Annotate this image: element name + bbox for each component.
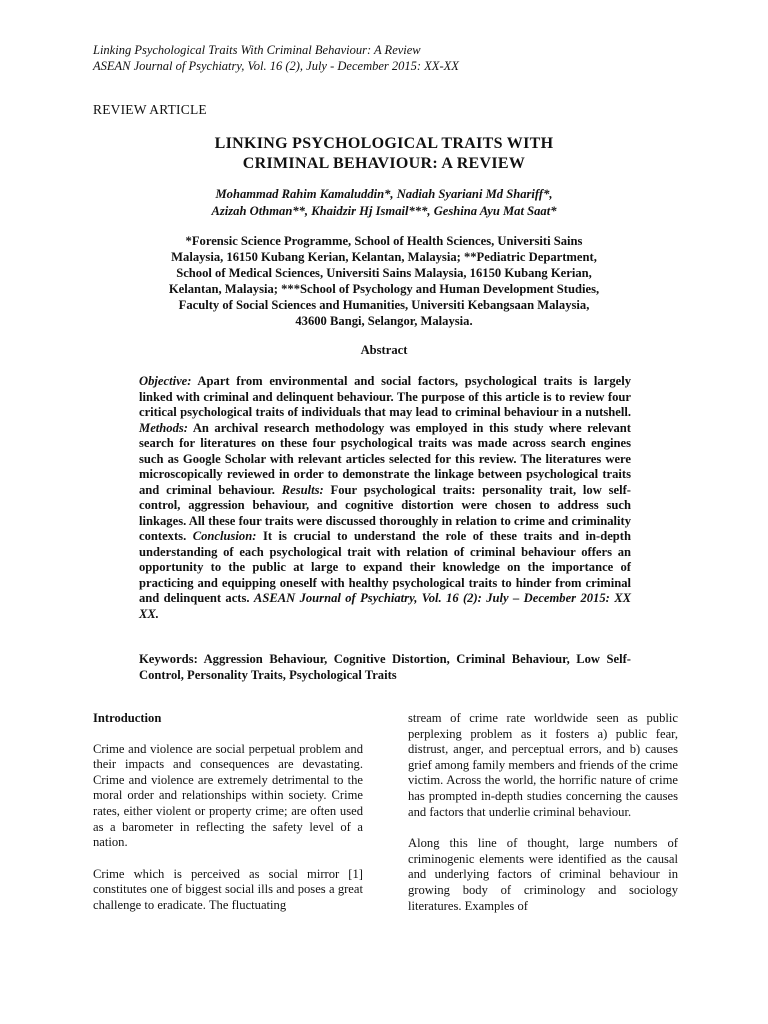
body-paragraph: stream of crime rate worldwide seen as public perplexing problem as it fosters a) public fear, distrust, anger, and perceptual errors, and b) causes grief among family members and friends of the crime victim. Across the world, the horrific nature of crime has prompted in-depth studies concerning the causes and factors that underlie criminal behaviour. xyxy=(408,711,678,819)
abstract-conclusion-label: Conclusion: xyxy=(192,529,257,543)
keywords-label: Keywords: xyxy=(139,652,198,666)
author-line-1: Mohammad Rahim Kamaluddin*, Nadiah Syariani Md Shariff*, xyxy=(215,187,553,201)
abstract-results-text: Four psychological traits: personality trait, low self-control, aggression behaviour, and cognitive distortion were chosen to address such linkages. All these four traits were discussed thoroughly in relation to crime and criminality contexts. xyxy=(139,482,631,543)
author-line-2: Azizah Othman**, Khaidzir Hj Ismail***, Geshina Ayu Mat Saat* xyxy=(211,204,557,218)
abstract-heading: Abstract xyxy=(360,343,408,357)
affiliation-line: 43600 Bangi, Selangor, Malaysia. xyxy=(295,314,473,328)
body-paragraph: Crime and violence are social perpetual problem and their impacts and consequences are devastating. Crime and violence are extremely detrimental to the moral order and relationships within society. Crime rates, either violent or property crime; are often used as a barometer in reflecting the safety level of a nation. xyxy=(93,741,363,850)
body-column-left xyxy=(93,711,363,930)
running-head-journal: ASEAN Journal of Psychiatry, Vol. 16 (2), July - December 2015: XX-XX xyxy=(93,59,459,73)
abstract-body xyxy=(139,374,631,622)
abstract-objective-text: Apart from environmental and social factors, psychological traits is largely linked with criminal and delinquent behaviour. The purpose of this article is to review four critical psychological traits of individuals that may lead to criminal behaviour in a nutshell. xyxy=(139,374,631,419)
affiliation-line: School of Medical Sciences, Universiti Sains Malaysia, 16150 Kubang Kerian, xyxy=(176,266,592,280)
article-type-label: REVIEW ARTICLE xyxy=(93,102,207,117)
abstract-objective-label: Objective: xyxy=(139,374,192,388)
affiliations xyxy=(0,233,768,329)
article-title-line-1: LINKING PSYCHOLOGICAL TRAITS WITH xyxy=(214,135,554,152)
author-list xyxy=(0,186,768,220)
affiliation-line: Faculty of Social Sciences and Humanities, Universiti Kebangsaan Malaysia, xyxy=(178,298,590,312)
abstract-methods-text: An archival research methodology was employed in this study where relevant search for literatures on these four psychological traits was made across search engines such as Google Scholar with relevant articles selected for this review. The literatures were microscopically reviewed in order to demonstrate the linkage between psychological traits and criminal behaviour. xyxy=(139,420,631,497)
keywords-text: Aggression Behaviour, Cognitive Distortion, Criminal Behaviour, Low Self-Control, Personality Traits, Psychological Traits xyxy=(139,652,631,682)
abstract-methods-label: Methods: xyxy=(139,420,188,435)
running-head xyxy=(93,42,459,74)
body-column-right xyxy=(408,711,678,930)
body-paragraph: Crime which is perceived as social mirror [1] constitutes one of biggest social ills and poses a great challenge to eradicate. The fluctuating xyxy=(93,866,363,912)
keywords xyxy=(139,651,631,683)
affiliation-line: Malaysia, 16150 Kubang Kerian, Kelantan, Malaysia; **Pediatric Department, xyxy=(171,250,597,264)
affiliation-line: Kelantan, Malaysia; ***School of Psychology and Human Development Studies, xyxy=(168,282,600,296)
abstract-citation: ASEAN Journal of Psychiatry, Vol. 16 (2): July – December 2015: XX XX. xyxy=(139,591,631,621)
body-paragraph: Along this line of thought, large numbers of criminogenic elements were identified as the causal and underlying factors of criminal behaviour in growing body of criminology and sociology literatures. Examples of xyxy=(408,836,678,913)
article-title-line-2: CRIMINAL BEHAVIOUR: A REVIEW xyxy=(242,155,526,172)
article-title xyxy=(0,134,768,174)
affiliation-line: *Forensic Science Programme, School of Health Sciences, Universiti Sains xyxy=(185,234,583,248)
running-head-title: Linking Psychological Traits With Criminal Behaviour: A Review xyxy=(93,43,421,57)
section-heading-introduction: Introduction xyxy=(93,711,162,725)
abstract-conclusion-text: It is crucial to understand the role of these traits and in-depth understanding of each psychological trait with relation of criminal behaviour offers an opportunity to the public at large to expand their knowledge on the importance of practicing and equipping oneself with healthy psychological traits to hinder from criminal and delinquent acts. xyxy=(139,529,631,605)
abstract-results-label: Results: xyxy=(281,482,324,497)
